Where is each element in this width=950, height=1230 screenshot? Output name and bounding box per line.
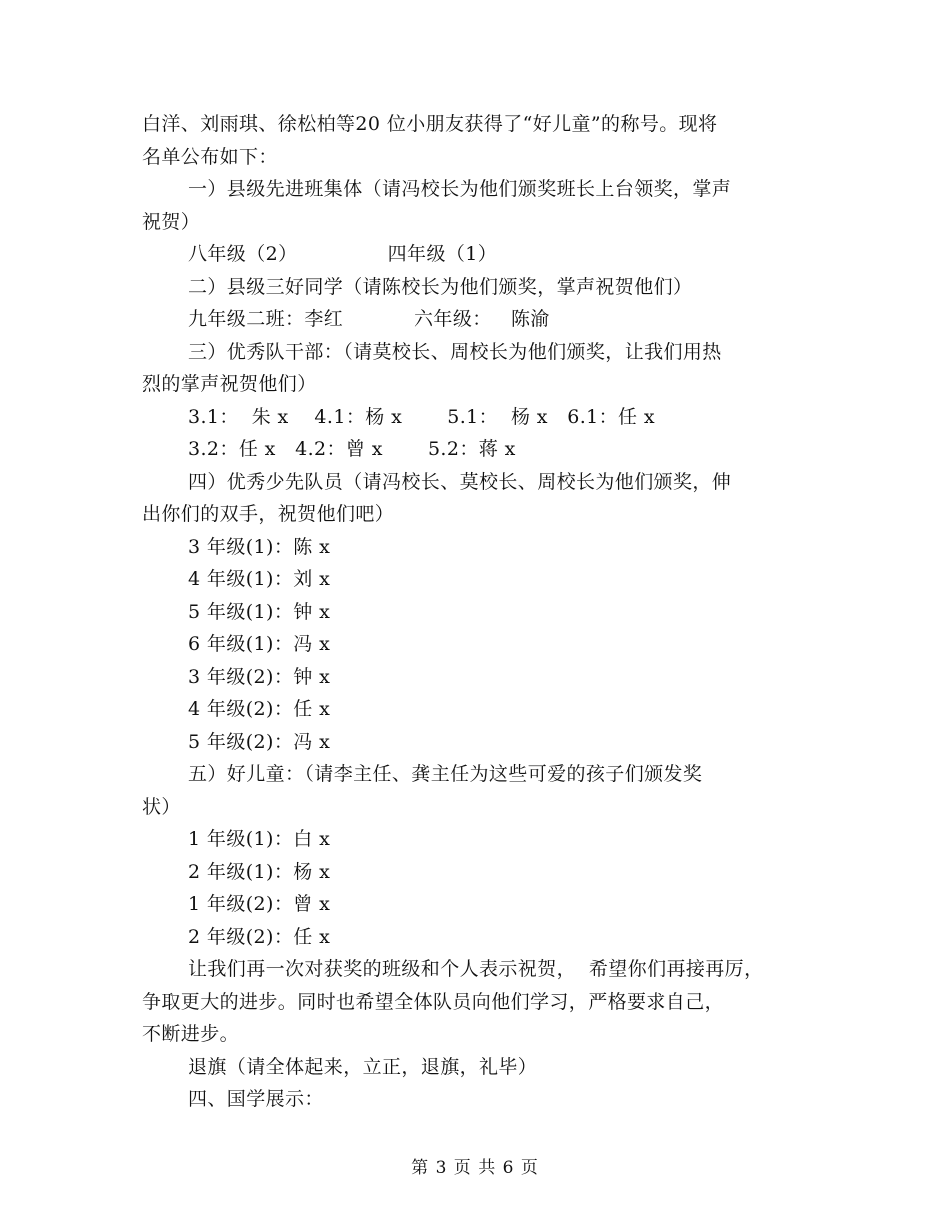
closing-paragraph: 不断进步。 [142, 1023, 240, 1045]
award-list-item: 3 年级(1)：陈 x [188, 535, 331, 558]
award-list-item: 4 年级(1)：刘 x [188, 568, 331, 590]
award-list-item: 2 年级(2)：任 x [188, 925, 331, 948]
section-heading-guoxue: 四、国学展示： [188, 1088, 324, 1110]
award-list-item: 5 年级(1)：钟 x [188, 600, 331, 623]
award-list-item: 6 年级(1)：冯 x [188, 633, 331, 655]
award-list-row: 3.2：任 x 4.2：曾 x 5.2：蒋 x [188, 438, 516, 460]
section-heading-1: 一）县级先进班集体（请冯校长为他们颁奖班长上台领奖，掌声 [188, 178, 732, 200]
text-line: 出你们的双手，祝贺他们吧） [142, 503, 395, 525]
class-list: 八年级（2） 四年级（1） [188, 243, 498, 265]
award-list-item: 5 年级(2)：冯 x [188, 730, 331, 753]
award-list-item: 1 年级(2)：曾 x [188, 893, 331, 915]
text-line: 名单公布如下： [142, 145, 278, 168]
student-list: 九年级二班：李红 六年级： 陈渝 [188, 308, 550, 330]
document-body [142, 108, 822, 1116]
page-number-footer: 第 3 页 共 6 页 [411, 1158, 539, 1178]
section-heading-3: 三）优秀队干部：（请莫校长、周校长为他们颁奖，让我们用热 [188, 340, 722, 363]
section-heading-2: 二）县级三好同学（请陈校长为他们颁奖，掌声祝贺他们） [188, 275, 693, 298]
closing-paragraph: 让我们再一次对获奖的班级和个人表示祝贺， 希望你们再接再厉， [188, 958, 764, 980]
award-list-item: 3 年级(2)：钟 x [188, 665, 331, 688]
text-line: 烈的掌声祝贺他们） [142, 373, 317, 395]
text-line: 状） [142, 795, 181, 818]
flag-ceremony-line: 退旗（请全体起来，立正，退旗，礼毕） [188, 1055, 538, 1078]
text-line: 祝贺） [142, 210, 201, 233]
award-list-row: 3.1： 朱 x 4.1：杨 x 5.1： 杨 x 6.1：任 x [188, 405, 655, 428]
section-heading-4: 四）优秀少先队员（请冯校长、莫校长、周校长为他们颁奖，伸 [188, 470, 732, 493]
section-heading-5: 五）好儿童：（请李主任、龚主任为这些可爱的孩子们颁发奖 [188, 763, 703, 785]
award-list-item: 2 年级(1)：杨 x [188, 860, 331, 883]
award-list-item: 4 年级(2)：任 x [188, 698, 331, 720]
text-line: 白洋、刘雨琪、徐松柏等20 位小朋友获得了“好儿童”的称号。现将 [142, 113, 718, 135]
closing-paragraph: 争取更大的进步。同时也希望全体队员向他们学习，严格要求自己， [142, 990, 725, 1013]
award-list-item: 1 年级(1)：白 x [188, 828, 331, 850]
